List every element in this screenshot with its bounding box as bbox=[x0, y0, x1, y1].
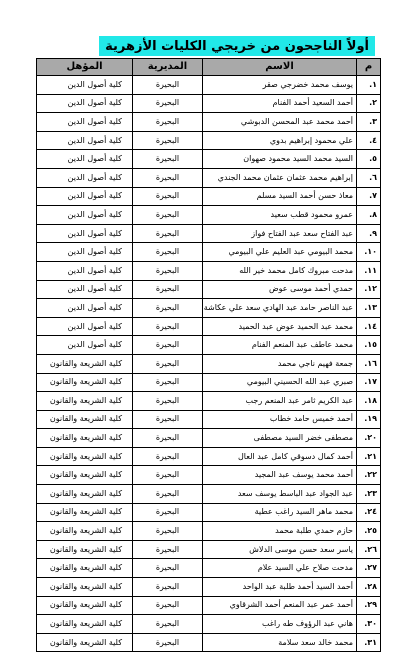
row-directorate: البحيرة bbox=[133, 280, 203, 299]
title-highlight bbox=[99, 36, 375, 56]
row-directorate: البحيرة bbox=[133, 168, 203, 187]
table-row bbox=[37, 596, 381, 615]
row-directorate: البحيرة bbox=[133, 522, 203, 541]
header-name: الاسم bbox=[203, 59, 357, 76]
row-name: عمرو محمود قطب سعيد bbox=[203, 206, 357, 225]
table-row bbox=[37, 429, 381, 448]
row-qualification: كلية الشريعة والقانون bbox=[37, 373, 133, 392]
row-name: مصطفى خضر السيد مصطفى bbox=[203, 429, 357, 448]
table-row bbox=[37, 187, 381, 206]
row-name: أحمد محمد يوسف عبد المجيد bbox=[203, 466, 357, 485]
header-num: م bbox=[357, 59, 381, 76]
row-name: ياسر سعد حسن موسى الدلاش bbox=[203, 540, 357, 559]
table-row bbox=[37, 299, 381, 318]
row-number: ١٨. bbox=[357, 392, 381, 411]
row-directorate: البحيرة bbox=[133, 243, 203, 262]
row-number: ٢٦. bbox=[357, 540, 381, 559]
row-qualification: كلية الشريعة والقانون bbox=[37, 633, 133, 652]
row-number: ٩. bbox=[357, 224, 381, 243]
row-name: أحمد محمد عبد المحسن الدبوشي bbox=[203, 113, 357, 132]
row-directorate: البحيرة bbox=[133, 540, 203, 559]
row-name: أحمد عمر عبد المنعم أحمد الشرقاوي bbox=[203, 596, 357, 615]
row-number: ٣١. bbox=[357, 633, 381, 652]
row-name: السيد محمد السيد محمود صهوان bbox=[203, 150, 357, 169]
row-number: ١٠. bbox=[357, 243, 381, 262]
row-qualification: كلية أصول الدين bbox=[37, 131, 133, 150]
row-qualification: كلية أصول الدين bbox=[37, 187, 133, 206]
row-qualification: كلية الشريعة والقانون bbox=[37, 485, 133, 504]
table-row bbox=[37, 131, 381, 150]
row-name: يوسف محمد خضرجي صقر bbox=[203, 76, 357, 95]
table-row bbox=[37, 578, 381, 597]
row-number: ١. bbox=[357, 76, 381, 95]
row-directorate: البحيرة bbox=[133, 299, 203, 318]
header-directorate: المديرية bbox=[133, 59, 203, 76]
row-directorate: البحيرة bbox=[133, 261, 203, 280]
row-qualification: كلية أصول الدين bbox=[37, 261, 133, 280]
row-name: عبد الكريم ثامر عبد المنعم رجب bbox=[203, 392, 357, 411]
row-number: ٦. bbox=[357, 168, 381, 187]
table-row bbox=[37, 336, 381, 355]
row-qualification: كلية الشريعة والقانون bbox=[37, 559, 133, 578]
row-qualification: كلية أصول الدين bbox=[37, 280, 133, 299]
row-name: مدحت مبروك كامل محمد خير الله bbox=[203, 261, 357, 280]
row-name: محمد ماهر السيد راغب عطية bbox=[203, 503, 357, 522]
row-name: معاذ حسن أحمد السيد مسلم bbox=[203, 187, 357, 206]
row-name: أحمد السعيد أحمد الفنام bbox=[203, 94, 357, 113]
table-row bbox=[37, 317, 381, 336]
row-number: ٢٧. bbox=[357, 559, 381, 578]
row-number: ٢. bbox=[357, 94, 381, 113]
row-number: ٢١. bbox=[357, 447, 381, 466]
row-qualification: كلية الشريعة والقانون bbox=[37, 466, 133, 485]
table-row bbox=[37, 224, 381, 243]
row-qualification: كلية الشريعة والقانون bbox=[37, 578, 133, 597]
graduates-table bbox=[36, 58, 381, 652]
row-qualification: كلية أصول الدين bbox=[37, 299, 133, 318]
row-qualification: كلية أصول الدين bbox=[37, 150, 133, 169]
table-row bbox=[37, 503, 381, 522]
row-number: ١٩. bbox=[357, 410, 381, 429]
row-name: جمعة فهيم ناجي محمد bbox=[203, 354, 357, 373]
row-number: ٢٩. bbox=[357, 596, 381, 615]
row-qualification: كلية الشريعة والقانون bbox=[37, 615, 133, 634]
row-number: ١٥. bbox=[357, 336, 381, 355]
row-name: محمد البيومي عبد العليم علي البيومي bbox=[203, 243, 357, 262]
row-number: ١١. bbox=[357, 261, 381, 280]
row-name: حمدي أحمد موسى عوض bbox=[203, 280, 357, 299]
row-qualification: كلية الشريعة والقانون bbox=[37, 354, 133, 373]
row-qualification: كلية الشريعة والقانون bbox=[37, 503, 133, 522]
table-row bbox=[37, 447, 381, 466]
row-qualification: كلية الشريعة والقانون bbox=[37, 447, 133, 466]
row-directorate: البحيرة bbox=[133, 633, 203, 652]
row-number: ١٢. bbox=[357, 280, 381, 299]
row-directorate: البحيرة bbox=[133, 336, 203, 355]
row-directorate: البحيرة bbox=[133, 410, 203, 429]
table-row bbox=[37, 113, 381, 132]
row-number: ٧. bbox=[357, 187, 381, 206]
row-directorate: البحيرة bbox=[133, 429, 203, 448]
row-qualification: كلية أصول الدين bbox=[37, 206, 133, 225]
table-row bbox=[37, 466, 381, 485]
table-row bbox=[37, 633, 381, 652]
row-directorate: البحيرة bbox=[133, 392, 203, 411]
table-row bbox=[37, 168, 381, 187]
table-row bbox=[37, 94, 381, 113]
row-name: حازم حمدي طلبة محمد bbox=[203, 522, 357, 541]
row-directorate: البحيرة bbox=[133, 224, 203, 243]
row-qualification: كلية الشريعة والقانون bbox=[37, 540, 133, 559]
table-row bbox=[37, 559, 381, 578]
row-name: أحمد كمال دسوقي كامل عبد العال bbox=[203, 447, 357, 466]
row-number: ٢٥. bbox=[357, 522, 381, 541]
row-number: ٢٣. bbox=[357, 485, 381, 504]
row-directorate: البحيرة bbox=[133, 466, 203, 485]
row-name: أحمد السيد أحمد طلبة عبد الواحد bbox=[203, 578, 357, 597]
row-qualification: كلية أصول الدين bbox=[37, 243, 133, 262]
row-qualification: كلية الشريعة والقانون bbox=[37, 392, 133, 411]
row-directorate: البحيرة bbox=[133, 559, 203, 578]
row-directorate: البحيرة bbox=[133, 94, 203, 113]
row-name: إبراهيم محمد عثمان عثمان محمد الجندي bbox=[203, 168, 357, 187]
row-directorate: البحيرة bbox=[133, 596, 203, 615]
table-row bbox=[37, 373, 381, 392]
row-name: صبري عبد الله الحسيني البيومي bbox=[203, 373, 357, 392]
row-directorate: البحيرة bbox=[133, 373, 203, 392]
row-qualification: كلية الشريعة والقانون bbox=[37, 410, 133, 429]
row-name: محمد خالد سعد سلامة bbox=[203, 633, 357, 652]
row-number: ٣٠. bbox=[357, 615, 381, 634]
table-row bbox=[37, 615, 381, 634]
row-name: هاني عبد الرؤوف طه راغب bbox=[203, 615, 357, 634]
table-row bbox=[37, 354, 381, 373]
row-qualification: كلية الشريعة والقانون bbox=[37, 522, 133, 541]
table-row bbox=[37, 76, 381, 95]
row-name: أحمد خميس حامد خطاب bbox=[203, 410, 357, 429]
row-directorate: البحيرة bbox=[133, 206, 203, 225]
row-directorate: البحيرة bbox=[133, 615, 203, 634]
row-directorate: البحيرة bbox=[133, 354, 203, 373]
row-number: ٢٠. bbox=[357, 429, 381, 448]
row-qualification: كلية أصول الدين bbox=[37, 336, 133, 355]
row-number: ٨. bbox=[357, 206, 381, 225]
row-name: عبد الجواد عبد الباسط يوسف سعد bbox=[203, 485, 357, 504]
table-row bbox=[37, 261, 381, 280]
row-number: ١٤. bbox=[357, 317, 381, 336]
row-directorate: البحيرة bbox=[133, 150, 203, 169]
row-qualification: كلية أصول الدين bbox=[37, 317, 133, 336]
row-qualification: كلية أصول الدين bbox=[37, 168, 133, 187]
row-number: ١٣. bbox=[357, 299, 381, 318]
row-directorate: البحيرة bbox=[133, 503, 203, 522]
table-row bbox=[37, 150, 381, 169]
table-header-row bbox=[37, 59, 381, 76]
row-name: مدحت صلاح علي السيد علام bbox=[203, 559, 357, 578]
page-title: أولاً الناجحون من خريجي الكليات الأزهرية bbox=[105, 38, 369, 54]
row-name: محمد عبد الحميد عوض عبد الحميد bbox=[203, 317, 357, 336]
row-directorate: البحيرة bbox=[133, 447, 203, 466]
row-name: عبد الناصر حامد عبد الهادي سعد علي عكاشة bbox=[203, 299, 357, 318]
row-name: علي محمود إبراهيم بدوي bbox=[203, 131, 357, 150]
table-row bbox=[37, 485, 381, 504]
table-row bbox=[37, 522, 381, 541]
row-number: ٢٨. bbox=[357, 578, 381, 597]
row-number: ١٧. bbox=[357, 373, 381, 392]
table-row bbox=[37, 280, 381, 299]
row-number: ٢٤. bbox=[357, 503, 381, 522]
row-qualification: كلية الشريعة والقانون bbox=[37, 596, 133, 615]
row-qualification: كلية أصول الدين bbox=[37, 113, 133, 132]
table-row bbox=[37, 410, 381, 429]
row-name: محمد عاطف عبد المنعم الفنام bbox=[203, 336, 357, 355]
row-number: ١٦. bbox=[357, 354, 381, 373]
table-row bbox=[37, 392, 381, 411]
row-number: ٣. bbox=[357, 113, 381, 132]
row-number: ٤. bbox=[357, 131, 381, 150]
table-row bbox=[37, 243, 381, 262]
row-directorate: البحيرة bbox=[133, 578, 203, 597]
row-qualification: كلية أصول الدين bbox=[37, 94, 133, 113]
row-directorate: البحيرة bbox=[133, 113, 203, 132]
row-directorate: البحيرة bbox=[133, 131, 203, 150]
row-qualification: كلية أصول الدين bbox=[37, 76, 133, 95]
table-row bbox=[37, 206, 381, 225]
row-directorate: البحيرة bbox=[133, 485, 203, 504]
table-row bbox=[37, 540, 381, 559]
row-number: ٥. bbox=[357, 150, 381, 169]
header-qualification: المؤهل bbox=[37, 59, 133, 76]
row-number: ٢٢. bbox=[357, 466, 381, 485]
row-name: عبد الفتاح سعد عبد الفتاح فواز bbox=[203, 224, 357, 243]
row-directorate: البحيرة bbox=[133, 317, 203, 336]
row-qualification: كلية الشريعة والقانون bbox=[37, 429, 133, 448]
row-directorate: البحيرة bbox=[133, 76, 203, 95]
row-qualification: كلية أصول الدين bbox=[37, 224, 133, 243]
row-directorate: البحيرة bbox=[133, 187, 203, 206]
